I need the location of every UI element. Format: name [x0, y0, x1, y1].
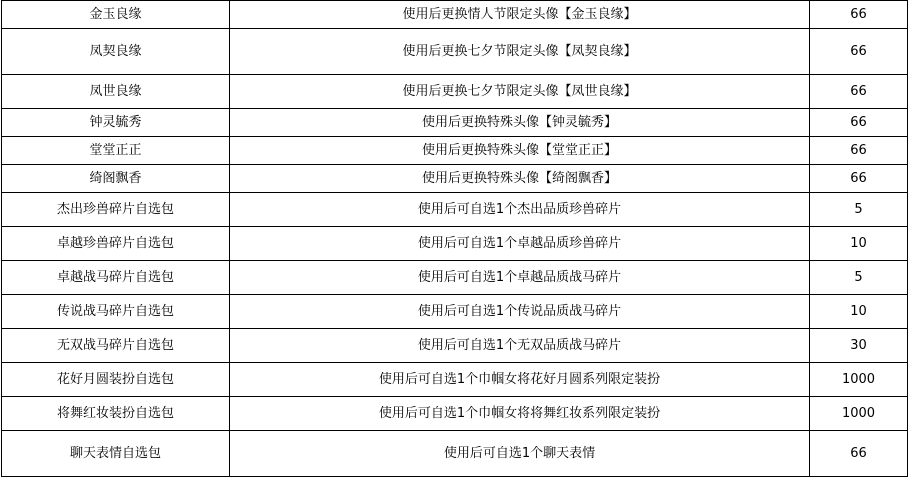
cell-item-quantity: 66: [810, 1, 908, 29]
table-row: [2, 363, 908, 397]
cell-item-description: 使用后可自选1个卓越品质珍兽碎片: [230, 227, 810, 261]
cell-item-name: 绮阁飘香: [2, 165, 230, 193]
cell-item-name: 钟灵毓秀: [2, 109, 230, 137]
cell-item-name: 杰出珍兽碎片自选包: [2, 193, 230, 227]
cell-item-quantity: 30: [810, 329, 908, 363]
cell-item-quantity: 10: [810, 295, 908, 329]
cell-item-description: 使用后可自选1个卓越品质战马碎片: [230, 261, 810, 295]
cell-item-description: 使用后可自选1个杰出品质珍兽碎片: [230, 193, 810, 227]
table-row: [2, 75, 908, 109]
cell-item-name: 将舞红妆装扮自选包: [2, 397, 230, 431]
cell-item-quantity: 10: [810, 227, 908, 261]
cell-item-name: 无双战马碎片自选包: [2, 329, 230, 363]
table-row: [2, 227, 908, 261]
cell-item-description: 使用后可自选1个无双品质战马碎片: [230, 329, 810, 363]
cell-item-quantity: 66: [810, 165, 908, 193]
cell-item-quantity: 66: [810, 109, 908, 137]
cell-item-description: 使用后可自选1个传说品质战马碎片: [230, 295, 810, 329]
table-row: [2, 109, 908, 137]
cell-item-quantity: 1000: [810, 397, 908, 431]
cell-item-description: 使用后更换特殊头像【钟灵毓秀】: [230, 109, 810, 137]
cell-item-description: 使用后可自选1个巾帼女将将舞红妆系列限定装扮: [230, 397, 810, 431]
table-row: [2, 329, 908, 363]
cell-item-description: 使用后可自选1个巾帼女将花好月圆系列限定装扮: [230, 363, 810, 397]
cell-item-quantity: 5: [810, 261, 908, 295]
cell-item-description: 使用后可自选1个聊天表情: [230, 431, 810, 477]
cell-item-name: 凤契良缘: [2, 29, 230, 75]
table-row: [2, 295, 908, 329]
cell-item-quantity: 66: [810, 75, 908, 109]
cell-item-quantity: 66: [810, 29, 908, 75]
table-row: [2, 137, 908, 165]
cell-item-quantity: 66: [810, 137, 908, 165]
table-row: [2, 1, 908, 29]
cell-item-description: 使用后更换情人节限定头像【金玉良缘】: [230, 1, 810, 29]
cell-item-name: 卓越战马碎片自选包: [2, 261, 230, 295]
cell-item-description: 使用后更换七夕节限定头像【凤世良缘】: [230, 75, 810, 109]
table-row: [2, 193, 908, 227]
cell-item-description: 使用后更换特殊头像【绮阁飘香】: [230, 165, 810, 193]
cell-item-name: 花好月圆装扮自选包: [2, 363, 230, 397]
table-body: [2, 1, 908, 477]
cell-item-name: 聊天表情自选包: [2, 431, 230, 477]
cell-item-quantity: 1000: [810, 363, 908, 397]
cell-item-description: 使用后更换七夕节限定头像【凤契良缘】: [230, 29, 810, 75]
table-row: [2, 261, 908, 295]
table-row: [2, 431, 908, 477]
cell-item-name: 传说战马碎片自选包: [2, 295, 230, 329]
table-row: [2, 29, 908, 75]
cell-item-name: 金玉良缘: [2, 1, 230, 29]
cell-item-description: 使用后更换特殊头像【堂堂正正】: [230, 137, 810, 165]
table-row: [2, 397, 908, 431]
cell-item-name: 堂堂正正: [2, 137, 230, 165]
cell-item-name: 卓越珍兽碎片自选包: [2, 227, 230, 261]
cell-item-quantity: 66: [810, 431, 908, 477]
cell-item-quantity: 5: [810, 193, 908, 227]
cell-item-name: 凤世良缘: [2, 75, 230, 109]
table-row: [2, 165, 908, 193]
item-reward-table: [1, 0, 908, 477]
